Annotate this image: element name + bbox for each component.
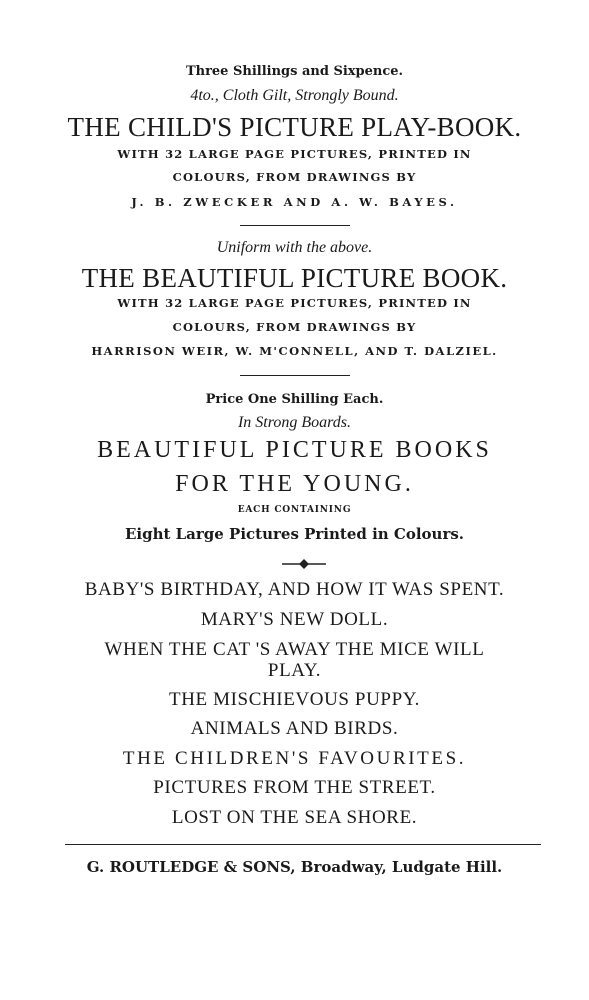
section2-uniform-note: Uniform with the above. <box>216 239 373 256</box>
section3-contents: Eight Large Pictures Printed in Colours. <box>124 525 465 543</box>
book-title: PICTURES FROM THE STREET. <box>153 777 436 798</box>
section2-description-line2: COLOURS, FROM DRAWINGS BY <box>172 320 417 334</box>
publisher-imprint: G. ROUTLEDGE & SONS, Broadway, Ludgate Hill. <box>86 858 503 876</box>
section1-format: 4to., Cloth Gilt, Strongly Bound. <box>190 87 399 104</box>
footer-rule <box>65 844 541 845</box>
section1-description-line2: COLOURS, FROM DRAWINGS BY <box>172 170 417 184</box>
book-title: THE CHILDREN'S FAVOURITES. <box>122 748 467 769</box>
book-title: THE MISCHIEVOUS PUPPY. <box>169 689 420 710</box>
section1-artists: J. B. ZWECKER AND A. W. BAYES. <box>131 195 458 209</box>
section2-artists: HARRISON WEIR, W. M'CONNELL, AND T. DALZIEL. <box>91 344 498 358</box>
section-divider-1 <box>240 225 350 226</box>
section1-title: THE CHILD'S PICTURE PLAY-BOOK. <box>67 112 522 142</box>
section3-each-containing: EACH CONTAINING <box>237 505 352 515</box>
section3-title-line1: BEAUTIFUL PICTURE BOOKS <box>97 437 492 463</box>
section3-price: Price One Shilling Each. <box>205 392 384 407</box>
section3-binding: In Strong Boards. <box>237 414 352 431</box>
book-title: WHEN THE CAT 'S AWAY THE MICE WILL <box>104 639 485 660</box>
book-title-continued: PLAY. <box>267 660 322 681</box>
book-title: ANIMALS AND BIRDS. <box>190 718 399 739</box>
section1-price: Three Shillings and Sixpence. <box>185 64 404 79</box>
book-title: BABY'S BIRTHDAY, AND HOW IT WAS SPENT. <box>84 579 505 600</box>
section-divider-2 <box>240 375 350 376</box>
section1-description-line1: WITH 32 LARGE PAGE PICTURES, PRINTED IN <box>117 147 472 161</box>
book-title: MARY'S NEW DOLL. <box>200 609 389 630</box>
section2-title: THE BEAUTIFUL PICTURE BOOK. <box>81 263 508 293</box>
diamond-ornament-icon <box>0 558 589 570</box>
section2-description-line1: WITH 32 LARGE PAGE PICTURES, PRINTED IN <box>117 296 472 310</box>
section3-title-line2: FOR THE YOUNG. <box>175 471 414 497</box>
book-title: LOST ON THE SEA SHORE. <box>171 807 418 828</box>
